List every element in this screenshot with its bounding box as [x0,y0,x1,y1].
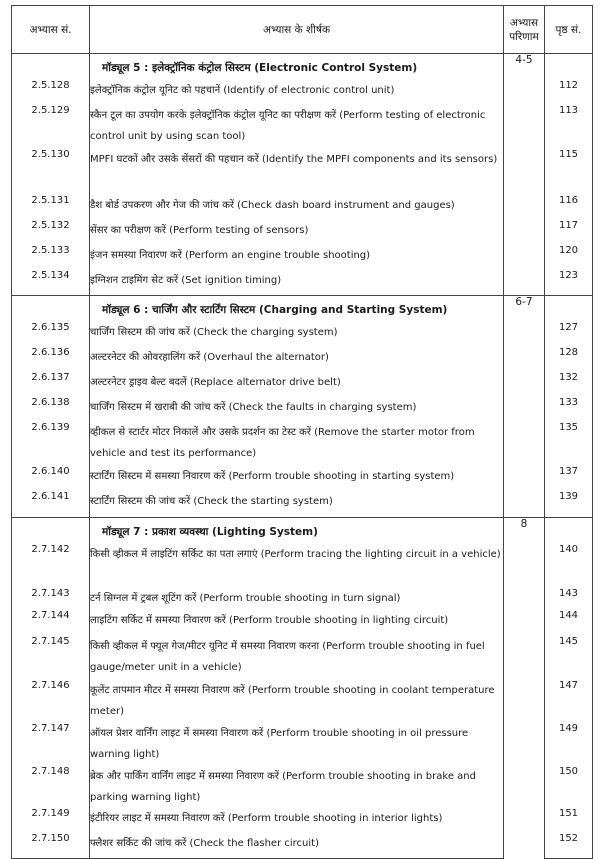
contents-table [11,5,593,859]
exercise-title: फ्लैशर सर्किट की जांच करें (Check the flasher circuit) [90,833,504,859]
exercise-page: 128 [545,347,593,372]
header-title: अभ्यास के शीर्षक [90,6,504,54]
exercise-title: व्हीकल से स्टार्टर मोटर निकालें और उसके प्रदर्शन का टेस्ट करें (Remove the starter motor from vehicle and test its performance) [90,422,504,466]
exercise-title: स्टार्टिंग सिस्टम की जांच करें (Check the starting system) [90,491,504,518]
exercise-title: स्कैन टूल का उपयोग करके इलेक्ट्रॉनिक कंट्रोल यूनिट का परीक्षण करें (Perform testing of electronic control unit by using scan tool) [90,105,504,149]
exercise-page: 123 [545,270,593,296]
exercise-title: कूलेंट तापमान मीटर में समस्या निवारण करें (Perform trouble shooting in coolant temperature meter) [90,680,504,723]
exercise-number: 2.5.128 [12,80,90,105]
header-number: अभ्यास सं. [12,6,90,54]
module-row [12,54,593,80]
exercise-title: डैश बोर्ड उपकरण और गेज की जांच करें (Check dash board instrument and gauges) [90,195,504,220]
exercise-number: 2.7.145 [12,636,90,680]
exercise-page: 149 [545,723,593,766]
exercise-title: चार्जिंग सिस्टम में खराबी की जांच करें (Check the faults in charging system) [90,397,504,422]
module-title: मॉड्यूल 7 : प्रकाश व्यवस्था (Lighting System) [90,518,504,544]
exercise-page: 115 [545,149,593,195]
exercise-title: किसी व्हीकल में फ्यूल गेज/मीटर यूनिट में समस्या निवारण करना (Perform trouble shooting in fuel gauge/meter unit in a vehicle) [90,636,504,680]
exercise-page: 117 [545,220,593,245]
exercise-page: 113 [545,105,593,149]
exercise-title: इलेक्ट्रॉनिक कंट्रोल यूनिट को पहचानें (Identify of electronic control unit) [90,80,504,105]
exercise-title: MPFI घटकों और उसके सेंसरों की पहचान करें (Identify the MPFI components and its sensors) [90,149,504,195]
exercise-page: 137 [545,466,593,491]
exercise-number: 2.7.147 [12,723,90,766]
outcome-cell: 4-5 [504,54,545,296]
exercise-page: 135 [545,422,593,466]
header-row [12,6,593,54]
exercise-number: 2.5.129 [12,105,90,149]
exercise-title: स्टार्टिंग सिस्टम में समस्या निवारण करें (Perform trouble shooting in starting system) [90,466,504,491]
exercise-number: 2.7.144 [12,610,90,636]
exercise-page: 151 [545,808,593,833]
header-outcome: अभ्यास परिणाम [504,6,545,54]
exercise-title: ऑयल प्रेशर वार्निंग लाइट में समस्या निवारण करें (Perform trouble shooting in oil pressure warning light) [90,723,504,766]
module-row [12,296,593,322]
outcome-cell: 6-7 [504,296,545,518]
exercise-number: 2.5.131 [12,195,90,220]
exercise-number: 2.5.133 [12,245,90,270]
outcome-cell: 8 [504,518,545,859]
exercise-number: 2.7.150 [12,833,90,859]
exercise-title: अल्टरनेटर की ओवरहालिंग करें (Overhaul the alternator) [90,347,504,372]
exercise-title: चार्जिंग सिस्टम की जांच करें (Check the charging system) [90,322,504,347]
exercise-page: 139 [545,491,593,518]
exercise-title: इंटीरियर लाइट में समस्या निवारण करें (Perform trouble shooting in interior lights) [90,808,504,833]
exercise-page: 150 [545,766,593,808]
exercise-page: 116 [545,195,593,220]
exercise-page: 145 [545,636,593,680]
exercise-title: टर्न सिग्नल में ट्रबल शूटिंग करें (Perform trouble shooting in turn signal) [90,588,504,610]
exercise-number: 2.6.138 [12,397,90,422]
module-title: मॉड्यूल 5 : इलेक्ट्रॉनिक कंट्रोल सिस्टम (Electronic Control System) [90,54,504,80]
exercise-page: 147 [545,680,593,723]
exercise-page: 127 [545,322,593,347]
exercise-title: इंजन समस्या निवारण करें (Perform an engine trouble shooting) [90,245,504,270]
exercise-number: 2.5.132 [12,220,90,245]
exercise-title: लाइटिंग सर्किट में समस्या निवारण करें (Perform trouble shooting in lighting circuit) [90,610,504,636]
exercise-number: 2.7.142 [12,544,90,588]
exercise-number: 2.6.140 [12,466,90,491]
exercise-number: 2.7.148 [12,766,90,808]
exercise-number: 2.5.130 [12,149,90,195]
exercise-page: 152 [545,833,593,859]
exercise-page: 132 [545,372,593,397]
exercise-page: 144 [545,610,593,636]
exercise-number: 2.6.137 [12,372,90,397]
exercise-title: अल्टरनेटर ड्राइव बेल्ट बदलें (Replace alternator drive belt) [90,372,504,397]
exercise-page: 143 [545,588,593,610]
header-page: पृष्ठ सं. [545,6,593,54]
exercise-number: 2.7.146 [12,680,90,723]
exercise-number: 2.6.141 [12,491,90,518]
exercise-page: 112 [545,80,593,105]
exercise-number: 2.7.143 [12,588,90,610]
exercise-number: 2.6.139 [12,422,90,466]
exercise-title: इग्निशन टाइमिंग सेट करें (Set ignition timing) [90,270,504,296]
exercise-number: 2.6.135 [12,322,90,347]
exercise-page: 120 [545,245,593,270]
exercise-number: 2.7.149 [12,808,90,833]
exercise-page: 133 [545,397,593,422]
exercise-page: 140 [545,544,593,588]
exercise-number: 2.6.136 [12,347,90,372]
module-title: मॉड्यूल 6 : चार्जिंग और स्टार्टिंग सिस्टम (Charging and Starting System) [90,296,504,322]
module-row [12,518,593,544]
exercise-title: किसी व्हीकल में लाइटिंग सर्किट का पता लगाएं (Perform tracing the lighting circuit in a vehicle) [90,544,504,588]
exercise-number: 2.5.134 [12,270,90,296]
exercise-title: ब्रेक और पार्किंग वार्निंग लाइट में समस्या निवारण करें (Perform trouble shooting in brake and parking warning light) [90,766,504,808]
exercise-title: सेंसर का परीक्षण करें (Perform testing of sensors) [90,220,504,245]
